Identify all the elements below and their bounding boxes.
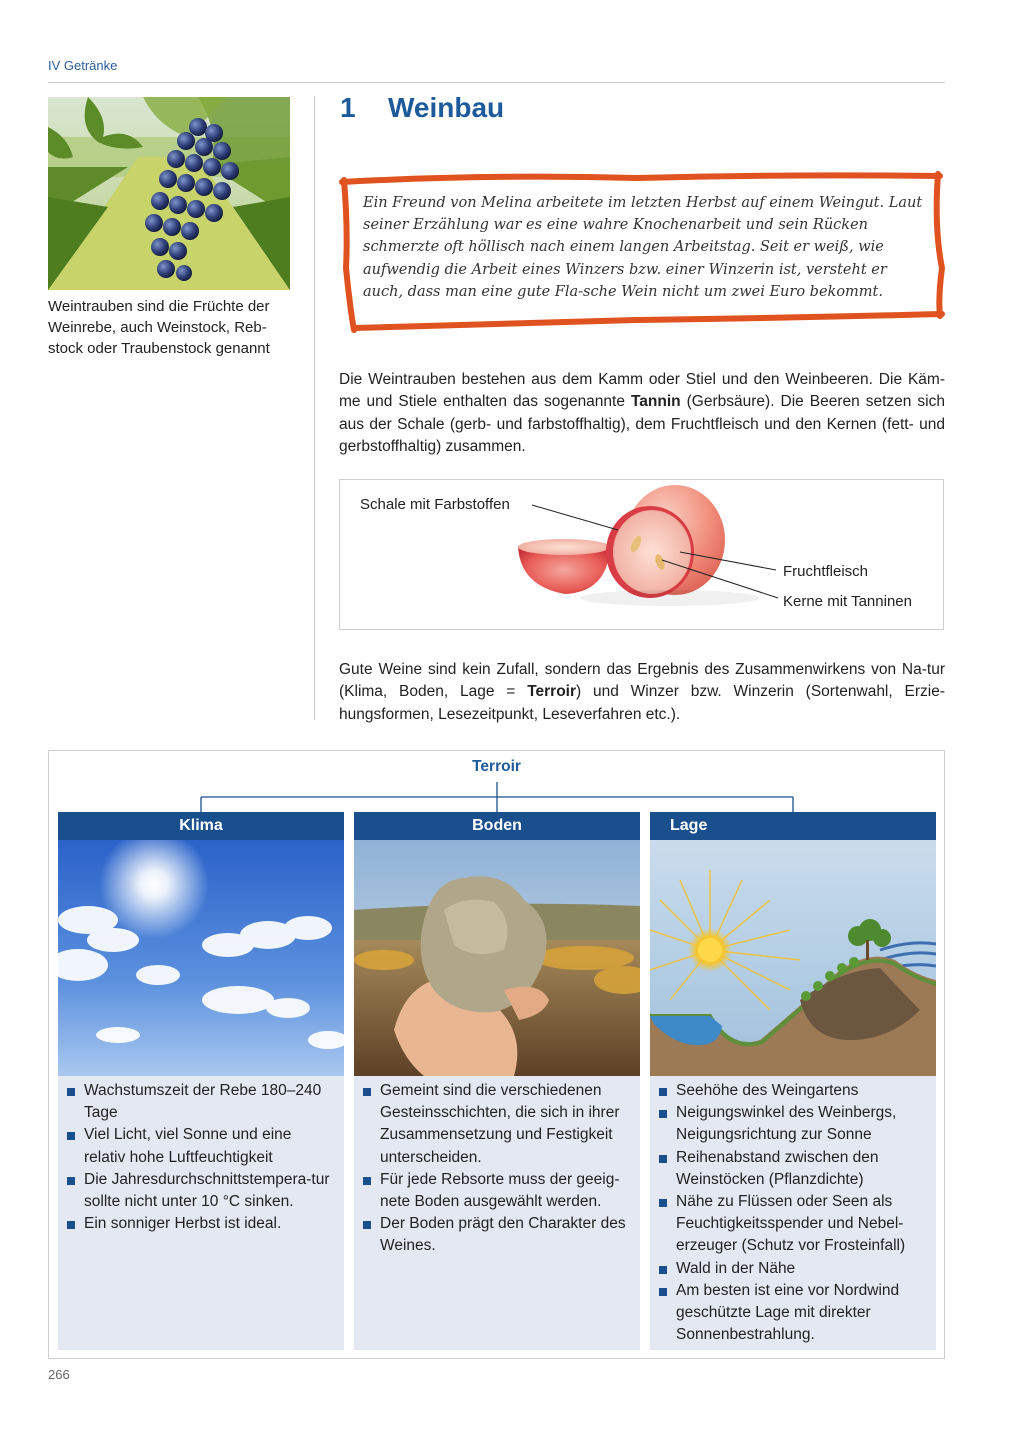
list-item: Viel Licht, viel Sonne und eine relativ hohe Luftfeuchtigkeit [66,1124,336,1168]
klima-list [58,1076,344,1350]
list-item: Neigungswinkel des Weinbergs, Neigungsrichtung zur Sonne [658,1102,928,1146]
terroir-text-1: Gute Weine sind kein Zufall, sondern das Ergebnis des Zusammenwirkens von Na-tur (Klima, Boden, Lage = [339,661,945,701]
sky-sun-image [58,840,344,1076]
terroir-title: Terroir [472,758,521,775]
terroir-connector [48,780,945,814]
lage-list [650,1076,936,1350]
grape-figure [339,479,944,630]
intro-bold-term: Tannin [630,393,681,411]
list-item: Nähe zu Flüssen oder Seen als Feuchtigkeitsspender und Nebel-erzeuger (Schutz vor Frosteinfall) [658,1191,928,1258]
list-item: Wachstumszeit der Rebe 180–240 Tage [66,1080,336,1124]
column-heading-klima: Klima [58,812,344,840]
column-divider [314,96,315,720]
boden-list [354,1076,640,1350]
intro-paragraph [339,369,945,458]
label-seeds: Kerne mit Tanninen [783,593,912,610]
grape-vineyard-photo [48,97,290,290]
running-head: IV Getränke [48,58,118,73]
soil-rock-image [354,840,640,1076]
terroir-text-2: ) und Winzer bzw. Winzerin (Sortenwahl, Erzie-hungsformen, Lesezeitpunkt, Leseverfahren etc.). [339,683,945,723]
list-item: Wald in der Nähe [658,1258,928,1280]
chapter-number: 1 [340,92,356,123]
label-flesh: Fruchtfleisch [783,563,869,580]
terroir-paragraph [339,659,945,726]
list-item: Am besten ist eine vor Nordwind geschützte Lage mit direkter Sonnenbestrahlung. [658,1280,928,1347]
column-heading-boden: Boden [354,812,640,840]
label-skin: Schale mit Farbstoffen [360,496,510,513]
list-item: Gemeint sind die verschiedenen Gesteinsschichten, die sich in ihrer Zusammensetzung und Festigkeit unterscheiden. [362,1080,632,1169]
list-item: Seehöhe des Weingartens [658,1080,928,1102]
list-item: Reihenabstand zwischen den Weinstöcken (Pflanzdichte) [658,1147,928,1191]
vineyard-slope-illustration [650,840,936,1076]
intro-text-1: Die Weintrauben bestehen aus dem Kamm oder Stiel und den Weinbeeren. Die Käm-me und Stiele enthalten das sogenannte [339,371,945,411]
terroir-bold-term: Terroir [527,683,576,701]
photo-caption: Weintrauben sind die Früchte der Weinrebe, auch Weinstock, Reb-stock oder Traubenstock genannt [48,298,270,357]
header-rule [48,82,945,83]
column-heading-lage: Lage [650,812,936,840]
chapter-title: Weinbau [388,92,505,123]
list-item: Der Boden prägt den Charakter des Weines. [362,1213,632,1257]
list-item: Die Jahresdurchschnittstempera-tur sollte nicht unter 10 °C sinken. [66,1169,336,1213]
list-item: Ein sonniger Herbst ist ideal. [66,1213,336,1235]
list-item: Für jede Rebsorte muss der geeig-nete Boden ausgewählt werden. [362,1169,632,1213]
page-number: 266 [48,1367,70,1382]
story-text: Ein Freund von Melina arbeitete im letzten Herbst auf einem Weingut. Laut seiner Erzählung war es eine wahre Knochenarbeit und sein Rücken schmerzte oft höllisch nach einem langen Arbeitstag. Seit er weiß, wie aufwendig die Arbeit eines Winzers bzw. einer Winzerin ist, versteht er auch, dass man eine gute Fla-sche Wein nicht um zwei Euro bekommt. [363,195,923,300]
intro-text-2: (Gerbsäure). Die Beeren setzen sich aus der Schale (gerb- und farbstoffhaltig), dem Fruchtfleisch und den Kernen (fett- und gerbstoffhaltig) zusammen. [339,393,945,455]
